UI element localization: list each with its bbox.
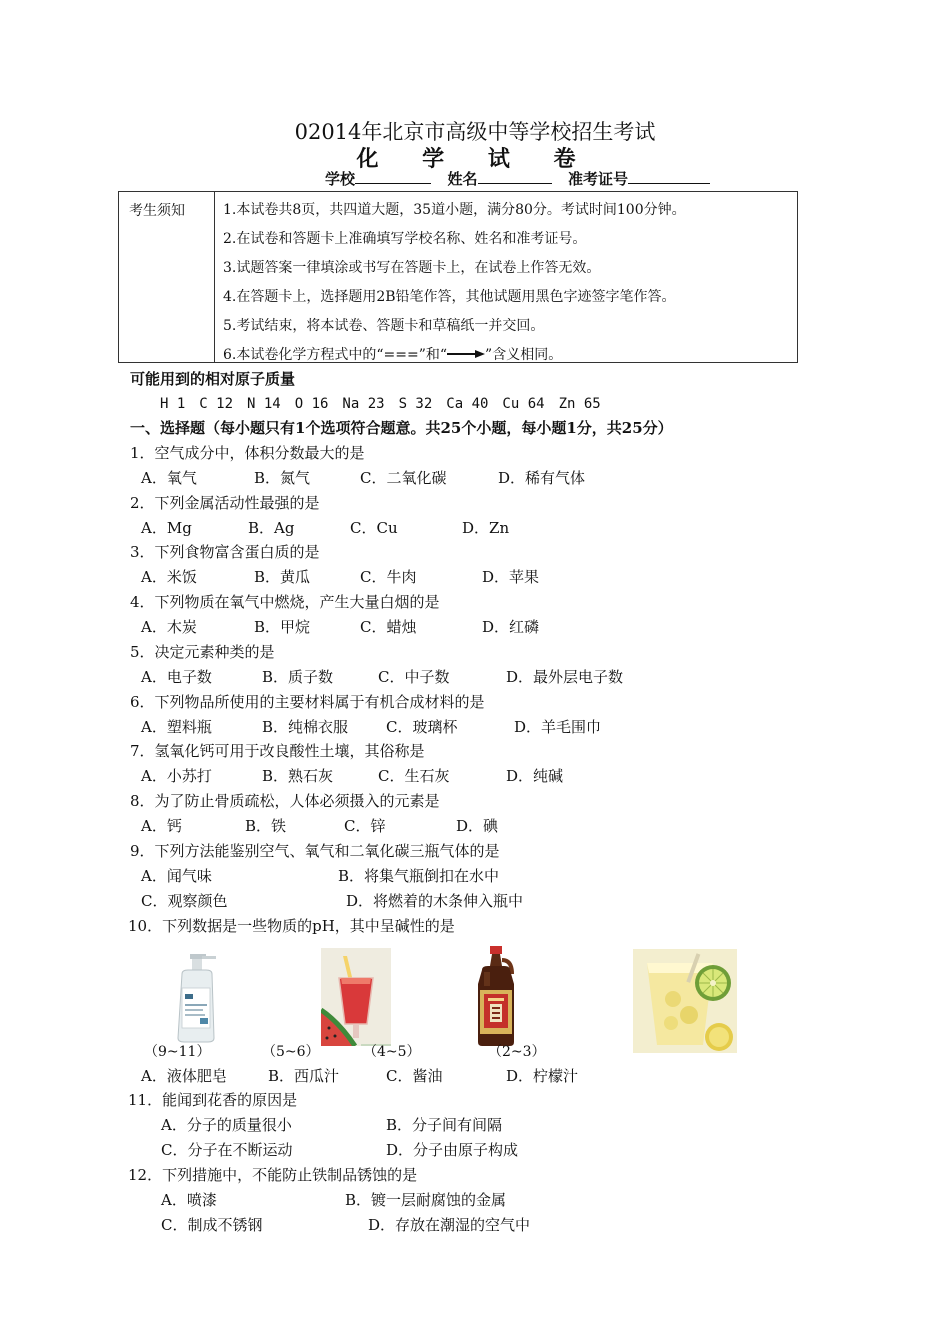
q2-option-a: A．Mg bbox=[141, 519, 192, 537]
q9-option-d: D．将燃着的木条伸入瓶中 bbox=[346, 892, 524, 910]
q6-option-b: B．纯棉衣服 bbox=[262, 718, 349, 736]
notice-items bbox=[223, 200, 686, 374]
school-label: 学校 bbox=[325, 170, 356, 188]
id-blank[interactable] bbox=[628, 169, 710, 184]
q5-option-b: B．质子数 bbox=[262, 668, 334, 686]
q7-option-a: A．小苏打 bbox=[141, 767, 212, 785]
notice-item-6-pre: 6.本试卷化学方程式中的“===”和“ bbox=[223, 347, 448, 363]
q8-option-b: B．铁 bbox=[245, 817, 287, 835]
notice-item-2: 2.在试卷和答题卡上准确填写学校名称、姓名和准考证号。 bbox=[223, 231, 587, 247]
q5-option-a: A．电子数 bbox=[141, 668, 212, 686]
atomic-mass-values: H 1 C 12 N 14 O 16 Na 23 S 32 Ca 40 Cu 64 Zn 65 bbox=[160, 396, 601, 412]
q12-option-d: D．存放在潮湿的空气中 bbox=[368, 1216, 531, 1234]
q11-option-c: C．分子在不断运动 bbox=[161, 1141, 293, 1159]
exam-subject: 化 学 试 卷 bbox=[356, 146, 594, 172]
q12-stem: 12．下列措施中，不能防止铁制品锈蚀的是 bbox=[128, 1166, 418, 1184]
q6-option-d: D．羊毛围巾 bbox=[514, 718, 602, 736]
q9-option-a: A．闻气味 bbox=[141, 867, 212, 885]
q4-option-c: C．蜡烛 bbox=[360, 618, 417, 636]
notice-label: 考生须知 bbox=[119, 192, 215, 362]
notice-table bbox=[118, 191, 798, 363]
q3-option-b: B．黄瓜 bbox=[254, 568, 311, 586]
section-1-title: 一、选择题（每小题只有1个选项符合题意。共25个小题，每小题1分，共25分） bbox=[130, 419, 673, 437]
notice-item-1: 1.本试卷共8页，共四道大题，35道小题，满分80分。考试时间100分钟。 bbox=[223, 202, 686, 218]
q4-option-a: A．木炭 bbox=[141, 618, 197, 636]
q12-option-a: A．喷漆 bbox=[161, 1191, 217, 1209]
q1-option-c: C．二氧化碳 bbox=[360, 469, 447, 487]
q7-option-c: C．生石灰 bbox=[378, 767, 450, 785]
q4-option-b: B．甲烷 bbox=[254, 618, 311, 636]
q9-option-c: C．观察颜色 bbox=[141, 892, 228, 910]
q12-option-b: B．镀一层耐腐蚀的金属 bbox=[345, 1191, 507, 1209]
q1-option-d: D．稀有气体 bbox=[498, 469, 586, 487]
q3-option-a: A．米饭 bbox=[141, 568, 197, 586]
q10-stem: 10．下列数据是一些物质的pH，其中呈碱性的是 bbox=[128, 917, 455, 935]
q2-option-c: C．Cu bbox=[350, 519, 398, 537]
q8-stem: 8．为了防止骨质疏松，人体必须摄入的元素是 bbox=[130, 792, 440, 810]
q11-option-a: A．分子的质量很小 bbox=[161, 1116, 292, 1134]
q5-stem: 5．决定元素种类的是 bbox=[130, 643, 275, 661]
q9-stem: 9．下列方法能鉴别空气、氧气和二氧化碳三瓶气体的是 bbox=[130, 842, 500, 860]
q3-option-c: C．牛肉 bbox=[360, 568, 417, 586]
q11-stem: 11．能闻到花香的原因是 bbox=[128, 1091, 298, 1109]
q11-option-b: B．分子间有间隔 bbox=[386, 1116, 503, 1134]
q1-option-b: B．氮气 bbox=[254, 469, 311, 487]
q3-option-d: D．苹果 bbox=[482, 568, 540, 586]
soap-bottle-image bbox=[172, 952, 220, 1044]
q5-option-c: C．中子数 bbox=[378, 668, 450, 686]
q2-option-b: B．Ag bbox=[248, 519, 295, 537]
q10-caption-4: （2~3） bbox=[488, 1044, 546, 1060]
q6-stem: 6．下列物品所使用的主要材料属于有机合成材料的是 bbox=[130, 693, 485, 711]
q11-option-d: D．分子由原子构成 bbox=[386, 1141, 519, 1159]
notice-item-3: 3.试题答案一律填涂或书写在答题卡上，在试卷上作答无效。 bbox=[223, 260, 601, 276]
notice-item-5: 5.考试结束，将本试卷、答题卡和草稿纸一并交回。 bbox=[223, 318, 545, 334]
q4-stem: 4．下列物质在氧气中燃烧，产生大量白烟的是 bbox=[130, 593, 440, 611]
q1-stem: 1．空气成分中，体积分数最大的是 bbox=[130, 444, 365, 462]
arrow-right-icon bbox=[447, 345, 485, 365]
exam-title: 02014年北京市高级中等学校招生考试 bbox=[294, 120, 656, 144]
student-info-line bbox=[325, 168, 710, 189]
name-blank[interactable] bbox=[478, 169, 552, 184]
notice-item-4: 4.在答题卡上，选择题用2B铅笔作答，其他试题用黑色字迹签字笔作答。 bbox=[223, 289, 676, 305]
q8-option-d: D．碘 bbox=[456, 817, 499, 835]
q7-option-b: B．熟石灰 bbox=[262, 767, 334, 785]
q10-caption-3: （4~5） bbox=[363, 1044, 421, 1060]
q10-option-d: D．柠檬汁 bbox=[506, 1067, 579, 1085]
q10-option-c: C．酱油 bbox=[386, 1067, 443, 1085]
q7-option-d: D．纯碱 bbox=[506, 767, 564, 785]
q10-caption-1: （9~11） bbox=[144, 1044, 211, 1060]
q7-stem: 7．氢氧化钙可用于改良酸性土壤，其俗称是 bbox=[130, 742, 425, 760]
watermelon-juice-image bbox=[321, 948, 391, 1046]
notice-item-6-post: ”含义相同。 bbox=[485, 347, 563, 363]
q8-option-a: A．钙 bbox=[141, 817, 182, 835]
q9-option-b: B．将集气瓶倒扣在水中 bbox=[338, 867, 500, 885]
q1-option-a: A．氧气 bbox=[141, 469, 197, 487]
lemon-juice-image bbox=[633, 949, 737, 1053]
q5-option-d: D．最外层电子数 bbox=[506, 668, 624, 686]
q6-option-c: C．玻璃杯 bbox=[386, 718, 458, 736]
q10-option-b: B．西瓜汁 bbox=[268, 1067, 340, 1085]
q2-option-d: D．Zn bbox=[462, 519, 510, 537]
q10-caption-2: （5~6） bbox=[262, 1044, 320, 1060]
q10-option-a: A．液体肥皂 bbox=[141, 1067, 227, 1085]
name-label: 姓名 bbox=[447, 170, 478, 188]
q12-option-c: C．制成不锈钢 bbox=[161, 1216, 263, 1234]
school-blank[interactable] bbox=[355, 169, 431, 184]
q8-option-c: C．锌 bbox=[344, 817, 386, 835]
soy-sauce-bottle-image bbox=[470, 944, 522, 1048]
q3-stem: 3．下列食物富含蛋白质的是 bbox=[130, 543, 320, 561]
q2-stem: 2．下列金属活动性最强的是 bbox=[130, 494, 320, 512]
q6-option-a: A．塑料瓶 bbox=[141, 718, 212, 736]
q4-option-d: D．红磷 bbox=[482, 618, 540, 636]
atomic-mass-title: 可能用到的相对原子质量 bbox=[130, 370, 296, 388]
id-label: 准考证号 bbox=[567, 170, 628, 188]
